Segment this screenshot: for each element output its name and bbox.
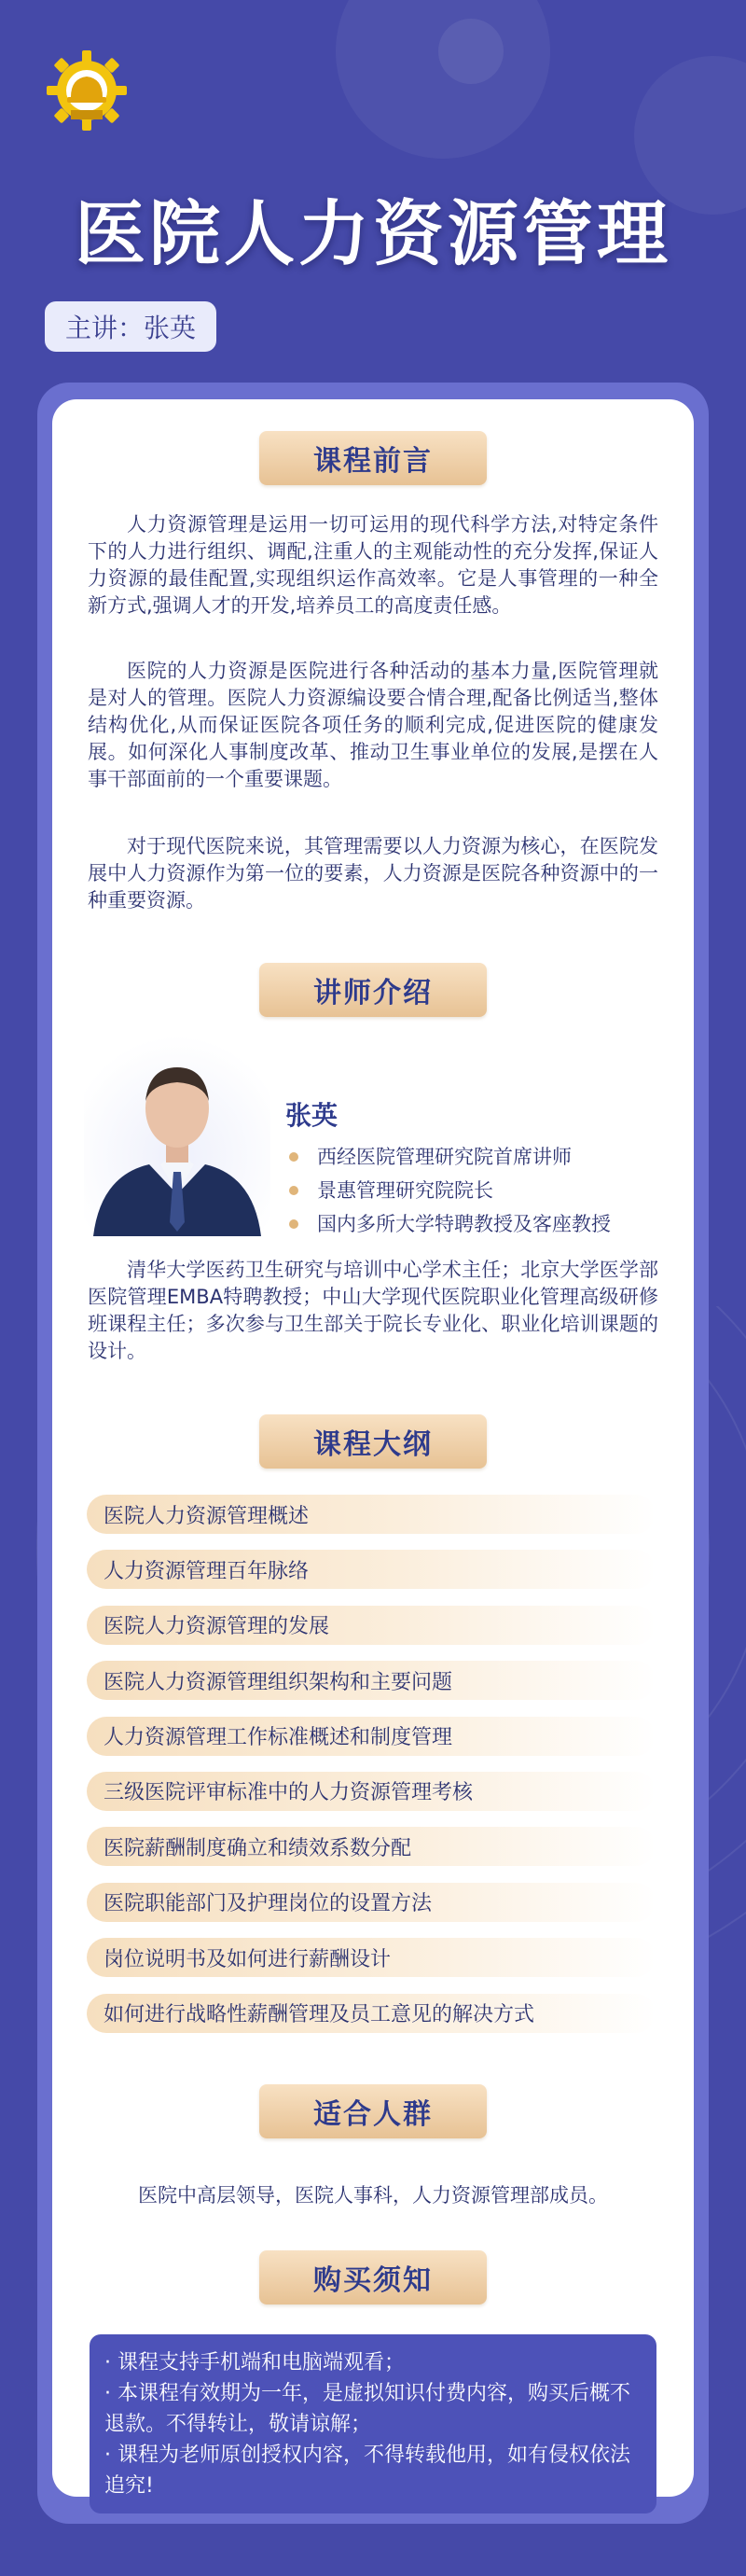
- intro-paragraph: 人力资源管理是运用一切可运用的现代科学方法,对特定条件下的人力进行组织、调配,注重人的主观能动性的充分发挥,保证人力资源的最佳配置,实现组织运作高效率。它是人事管理的一种全新方式,强调人才的开发,培养员工的高度责任感。: [88, 513, 658, 617]
- credential-item: 西经医院管理研究院首席讲师: [285, 1140, 611, 1174]
- page-title: 医院人力资源管理: [75, 192, 671, 275]
- lecturer-name: 张英: [285, 1100, 338, 1131]
- intro-paragraph: 医院的人力资源是医院进行各种活动的基本力量,医院管理就是对人的管理。医院人力资源编设要合情合理,配备比例适当,整体结构优化,从而保证医院各项任务的顺利完成,促进医院的健康发展。如何深化人事制度改革、推动卫生事业单位的发展,是摆在人事干部面前的一个重要课题。: [88, 660, 658, 790]
- credential-item: 景惠管理研究院院长: [285, 1174, 611, 1207]
- credential-item: 国内多所大学特聘教授及客座教授: [285, 1207, 611, 1241]
- outline-item: 医院人力资源管理的发展: [87, 1606, 656, 1645]
- background-decor-circle: [438, 19, 504, 84]
- outline-item: 医院薪酬制度确立和绩效系数分配: [87, 1827, 656, 1866]
- outline-item: 人力资源管理工作标准概述和制度管理: [87, 1717, 656, 1756]
- purchase-note: · 本课程有效期为一年，是虚拟知识付费内容，购买后概不退款。不得转让，敬请谅解；: [104, 2382, 630, 2436]
- outline-item: 医院人力资源管理组织架构和主要问题: [87, 1661, 656, 1700]
- section-title-lecturer: 讲师介绍: [259, 963, 487, 1017]
- section-title-intro: 课程前言: [259, 431, 487, 485]
- purchase-notice-box: [90, 2334, 656, 2513]
- lecturer-bio: 清华大学医药卫生研究与培训中心学术主任；北京大学医学部医院管理EMBA特聘教授；中山大学现代医院职业化管理高级研修班课程主任；多次参与卫生部关于院长专业化、职业化培训课题的设计。: [88, 1259, 658, 1362]
- outline-item: 如何进行战略性薪酬管理及员工意见的解决方式: [87, 1994, 656, 2033]
- lecturer-credentials: [285, 1140, 611, 1241]
- background-decor-circle: [336, 0, 550, 159]
- audience-text: 医院中高层领导，医院人事科，人力资源管理部成员。: [138, 2184, 608, 2207]
- purchase-note: · 课程支持手机端和电脑端观看；: [104, 2351, 405, 2374]
- presenter-badge: 主讲：张英: [45, 301, 216, 352]
- outline-item: 医院职能部门及护理岗位的设置方法: [87, 1883, 656, 1922]
- intro-paragraph: 对于现代医院来说，其管理需要以人力资源为核心，在医院发展中人力资源作为第一位的要素，人力资源是医院各种资源中的一种重要资源。: [88, 835, 658, 912]
- outline-item: 三级医院评审标准中的人力资源管理考核: [87, 1772, 656, 1811]
- lecturer-photo: [84, 1036, 270, 1236]
- section-title-audience: 适合人群: [259, 2084, 487, 2138]
- purchase-note: · 课程为老师原创授权内容，不得转载他用，如有侵权依法追究!: [104, 2444, 630, 2498]
- course-outline-list: [87, 1495, 656, 2049]
- outline-item: 人力资源管理百年脉络: [87, 1550, 656, 1589]
- outline-item: 医院人力资源管理概述: [87, 1495, 656, 1534]
- hard-hat-gear-logo-icon: [45, 49, 129, 132]
- outline-item: 岗位说明书及如何进行薪酬设计: [87, 1938, 656, 1977]
- section-title-outline: 课程大纲: [259, 1414, 487, 1469]
- section-title-purchase: 购买须知: [259, 2250, 487, 2304]
